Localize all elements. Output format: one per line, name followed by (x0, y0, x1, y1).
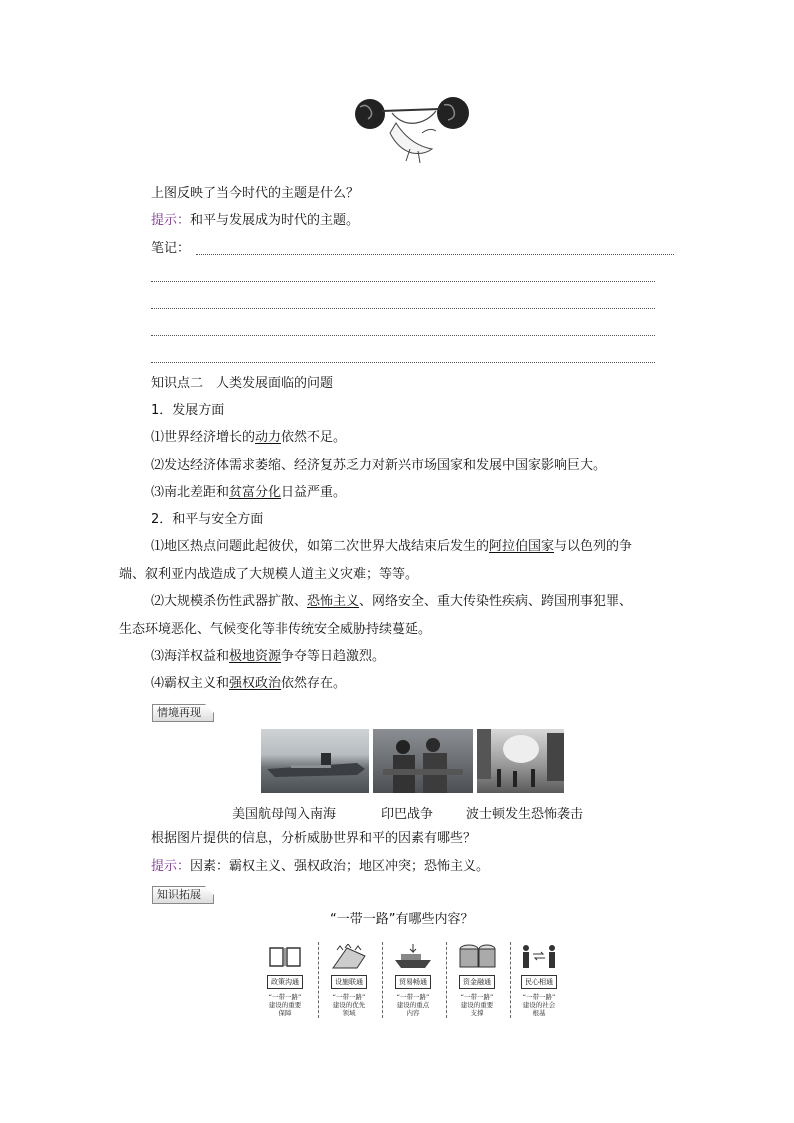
pillar-trade: 贸易畅通 “一带一路” 建设的重点 内容 (384, 942, 442, 1017)
photo-boston-attack (477, 729, 564, 793)
underlined-term: 阿拉伯国家 (489, 539, 555, 554)
coins-icon (448, 942, 506, 972)
pillar-infrastructure: 设施联通 “一带一路” 建设的优先 领域 (320, 942, 378, 1017)
peace-item-4: ⑷霸权主义和强权政治依然存在。 (151, 676, 347, 691)
underlined-term: 恐怖主义 (307, 594, 360, 609)
peace-item-1-line-1: ⑴地区热点问题此起彼伏，如第二次世界大战结束后发生的阿拉伯国家与以色列的争 (151, 539, 633, 554)
caption-boston-attack: 波士顿发生恐怖袭击 (466, 807, 584, 822)
peace-item-1-line-2: 端、叙利亚内战造成了大规模人道主义灾难；等等。 (119, 567, 419, 582)
tag-knowledge-expansion: 知识拓展 (152, 886, 214, 904)
notes-line-4[interactable] (151, 335, 655, 336)
notes-line-5[interactable] (151, 362, 655, 363)
question-2-text: 根据图片提供的信息，分析威胁世界和平的因素有哪些？ (151, 831, 477, 846)
pillar-policy: 政策沟通 “一带一路” 建设的重要 保障 (256, 942, 314, 1017)
item-3: ⑶南北差距和贫富分化日益严重。 (151, 485, 347, 500)
notes-line-1[interactable] (196, 254, 674, 255)
dove-globes-illustration (352, 93, 474, 167)
ship-icon (384, 942, 442, 972)
photo-aircraft-carrier (261, 729, 369, 793)
underlined-term: 强权政治 (229, 676, 282, 691)
peace-item-2-line-1: ⑵大规模杀伤性武器扩散、恐怖主义、网络安全、重大传染性疾病、跨国刑事犯罪、 (151, 594, 633, 609)
road-icon (320, 942, 378, 972)
hint-text: 和平与发展成为时代的主题。 (190, 213, 360, 228)
diagram-title: “一带一路”有哪些内容？ (330, 912, 474, 927)
divider (446, 942, 447, 1018)
underlined-term: 动力 (255, 430, 282, 445)
pillar-label: 设施联通 (331, 975, 367, 989)
caption-india-pakistan-war: 印巴战争 (381, 807, 434, 822)
pillar-people: 民心相通 “一带一路” 建设的社会 根基 (510, 942, 568, 1017)
underlined-term: 贫富分化 (229, 485, 282, 500)
question-text: 上图反映了当今时代的主题是什么？ (151, 186, 360, 201)
peace-item-3: ⑶海洋权益和极地资源争夺等日趋激烈。 (151, 649, 386, 664)
pillar-label: 资金融通 (459, 975, 495, 989)
pillar-label: 政策沟通 (267, 975, 303, 989)
divider (382, 942, 383, 1018)
pillar-label: 贸易畅通 (395, 975, 431, 989)
hint-line (151, 211, 359, 231)
book-icon (256, 942, 314, 972)
notes-line-3[interactable] (151, 308, 655, 309)
hint-2-line (151, 857, 489, 877)
peace-item-2-line-2: 生态环境恶化、气候变化等非传统安全威胁持续蔓延。 (119, 622, 432, 637)
pillar-label: 民心相通 (521, 975, 557, 989)
photo-india-pakistan-war (373, 729, 473, 793)
caption-aircraft-carrier: 美国航母闯入南海 (232, 807, 337, 822)
hint-2-label: 提示： (151, 859, 191, 874)
notes-label: 笔记： (151, 241, 191, 256)
subsection-peace-security: 2．和平与安全方面 (151, 512, 264, 527)
hint-2-text: 因素：霸权主义、强权政治；地区冲突；恐怖主义。 (190, 859, 490, 874)
hint-label: 提示： (151, 213, 191, 228)
pillar-finance: 资金融通 “一带一路” 建设的重要 支撑 (448, 942, 506, 1017)
subsection-development: 1．发展方面 (151, 403, 225, 418)
item-2: ⑵发达经济体需求萎缩、经济复苏乏力对新兴市场国家和发展中国家影响巨大。 (151, 458, 607, 473)
tag-scenario: 情境再现 (152, 704, 214, 722)
section-title: 知识点二 人类发展面临的问题 (151, 376, 334, 391)
notes-line-2[interactable] (151, 281, 655, 282)
people-icon (510, 942, 568, 972)
divider (318, 942, 319, 1018)
item-1: ⑴世界经济增长的动力依然不足。 (151, 430, 347, 445)
underlined-term: 极地资源 (229, 649, 282, 664)
